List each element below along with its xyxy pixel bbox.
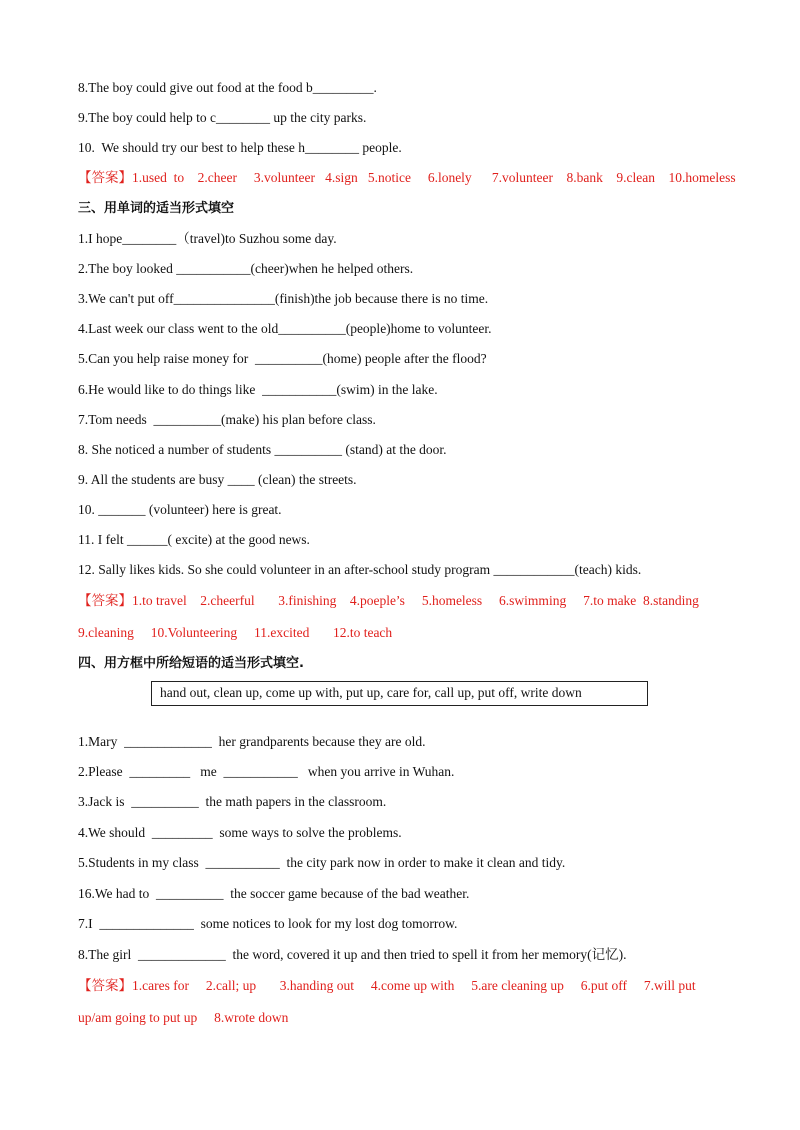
exercise-item: 4.Last week our class went to the old__________(people)home to volunteer. [78, 321, 492, 336]
answer-key-continued: up/am going to put up 8.wrote down [78, 1010, 289, 1025]
exercise-item: 8. She noticed a number of students __________ (stand) at the door. [78, 442, 447, 457]
section-heading: 四、用方框中所给短语的适当形式填空. [78, 656, 304, 671]
exercise-item: 9. All the students are busy ____ (clean) the streets. [78, 472, 357, 487]
exercise-item: 7.I ______________ some notices to look for my lost dog tomorrow. [78, 916, 458, 931]
answer-key: 【答案】1.cares for 2.call; up 3.handing out 4.come up with 5.are cleaning up 6.put off 7.will put [78, 978, 696, 993]
phrase-box [151, 681, 648, 706]
exercise-item: 10. _______ (volunteer) here is great. [78, 502, 282, 517]
exercise-item: 7.Tom needs __________(make) his plan before class. [78, 412, 376, 427]
exercise-item: 11. I felt ______( excite) at the good news. [78, 532, 310, 547]
exercise-item: 6.He would like to do things like ___________(swim) in the lake. [78, 382, 438, 397]
exercise-item: 3.We can't put off_______________(finish)the job because there is no time. [78, 291, 489, 306]
answer-key: 【答案】1.to travel 2.cheerful 3.finishing 4.poeple’s 5.homeless 6.swimming 7.to make 8.standing [78, 593, 699, 608]
exercise-item: 8.The boy could give out food at the food b_________. [78, 80, 377, 95]
exercise-item: 1.Mary _____________ her grandparents because they are old. [78, 734, 426, 749]
exercise-item: 9.The boy could help to c________ up the city parks. [78, 110, 367, 125]
exercise-item: 4.We should _________ some ways to solve the problems. [78, 825, 402, 840]
exercise-item: 3.Jack is __________ the math papers in the classroom. [78, 794, 387, 809]
phrase-list: hand out, clean up, come up with, put up, care for, call up, put off, write down [160, 685, 582, 700]
exercise-item: 8.The girl _____________ the word, covered it up and then tried to spell it from her memory(记忆). [78, 947, 627, 962]
answer-key-continued: 9.cleaning 10.Volunteering 11.excited 12.to teach [78, 625, 393, 640]
exercise-item: 2.The boy looked ___________(cheer)when he helped others. [78, 261, 414, 276]
exercise-item: 12. Sally likes kids. So she could volunteer in an after-school study program ____________(teach) kids. [78, 562, 642, 577]
section-heading: 三、用单词的适当形式填空 [78, 201, 235, 216]
exercise-item: 16.We had to __________ the soccer game because of the bad weather. [78, 886, 470, 901]
exercise-item: 5.Students in my class ___________ the city park now in order to make it clean and tidy. [78, 855, 566, 870]
exercise-item: 5.Can you help raise money for __________(home) people after the flood? [78, 351, 487, 366]
exercise-item: 2.Please _________ me ___________ when you arrive in Wuhan. [78, 764, 455, 779]
answer-key: 【答案】1.used to 2.cheer 3.volunteer 4.sign 5.notice 6.lonely 7.volunteer 8.bank 9.clean 10.homeless [78, 170, 736, 185]
exercise-item: 10. We should try our best to help these h________ people. [78, 140, 402, 155]
exercise-item: 1.I hope________（travel)to Suzhou some day. [78, 231, 337, 246]
